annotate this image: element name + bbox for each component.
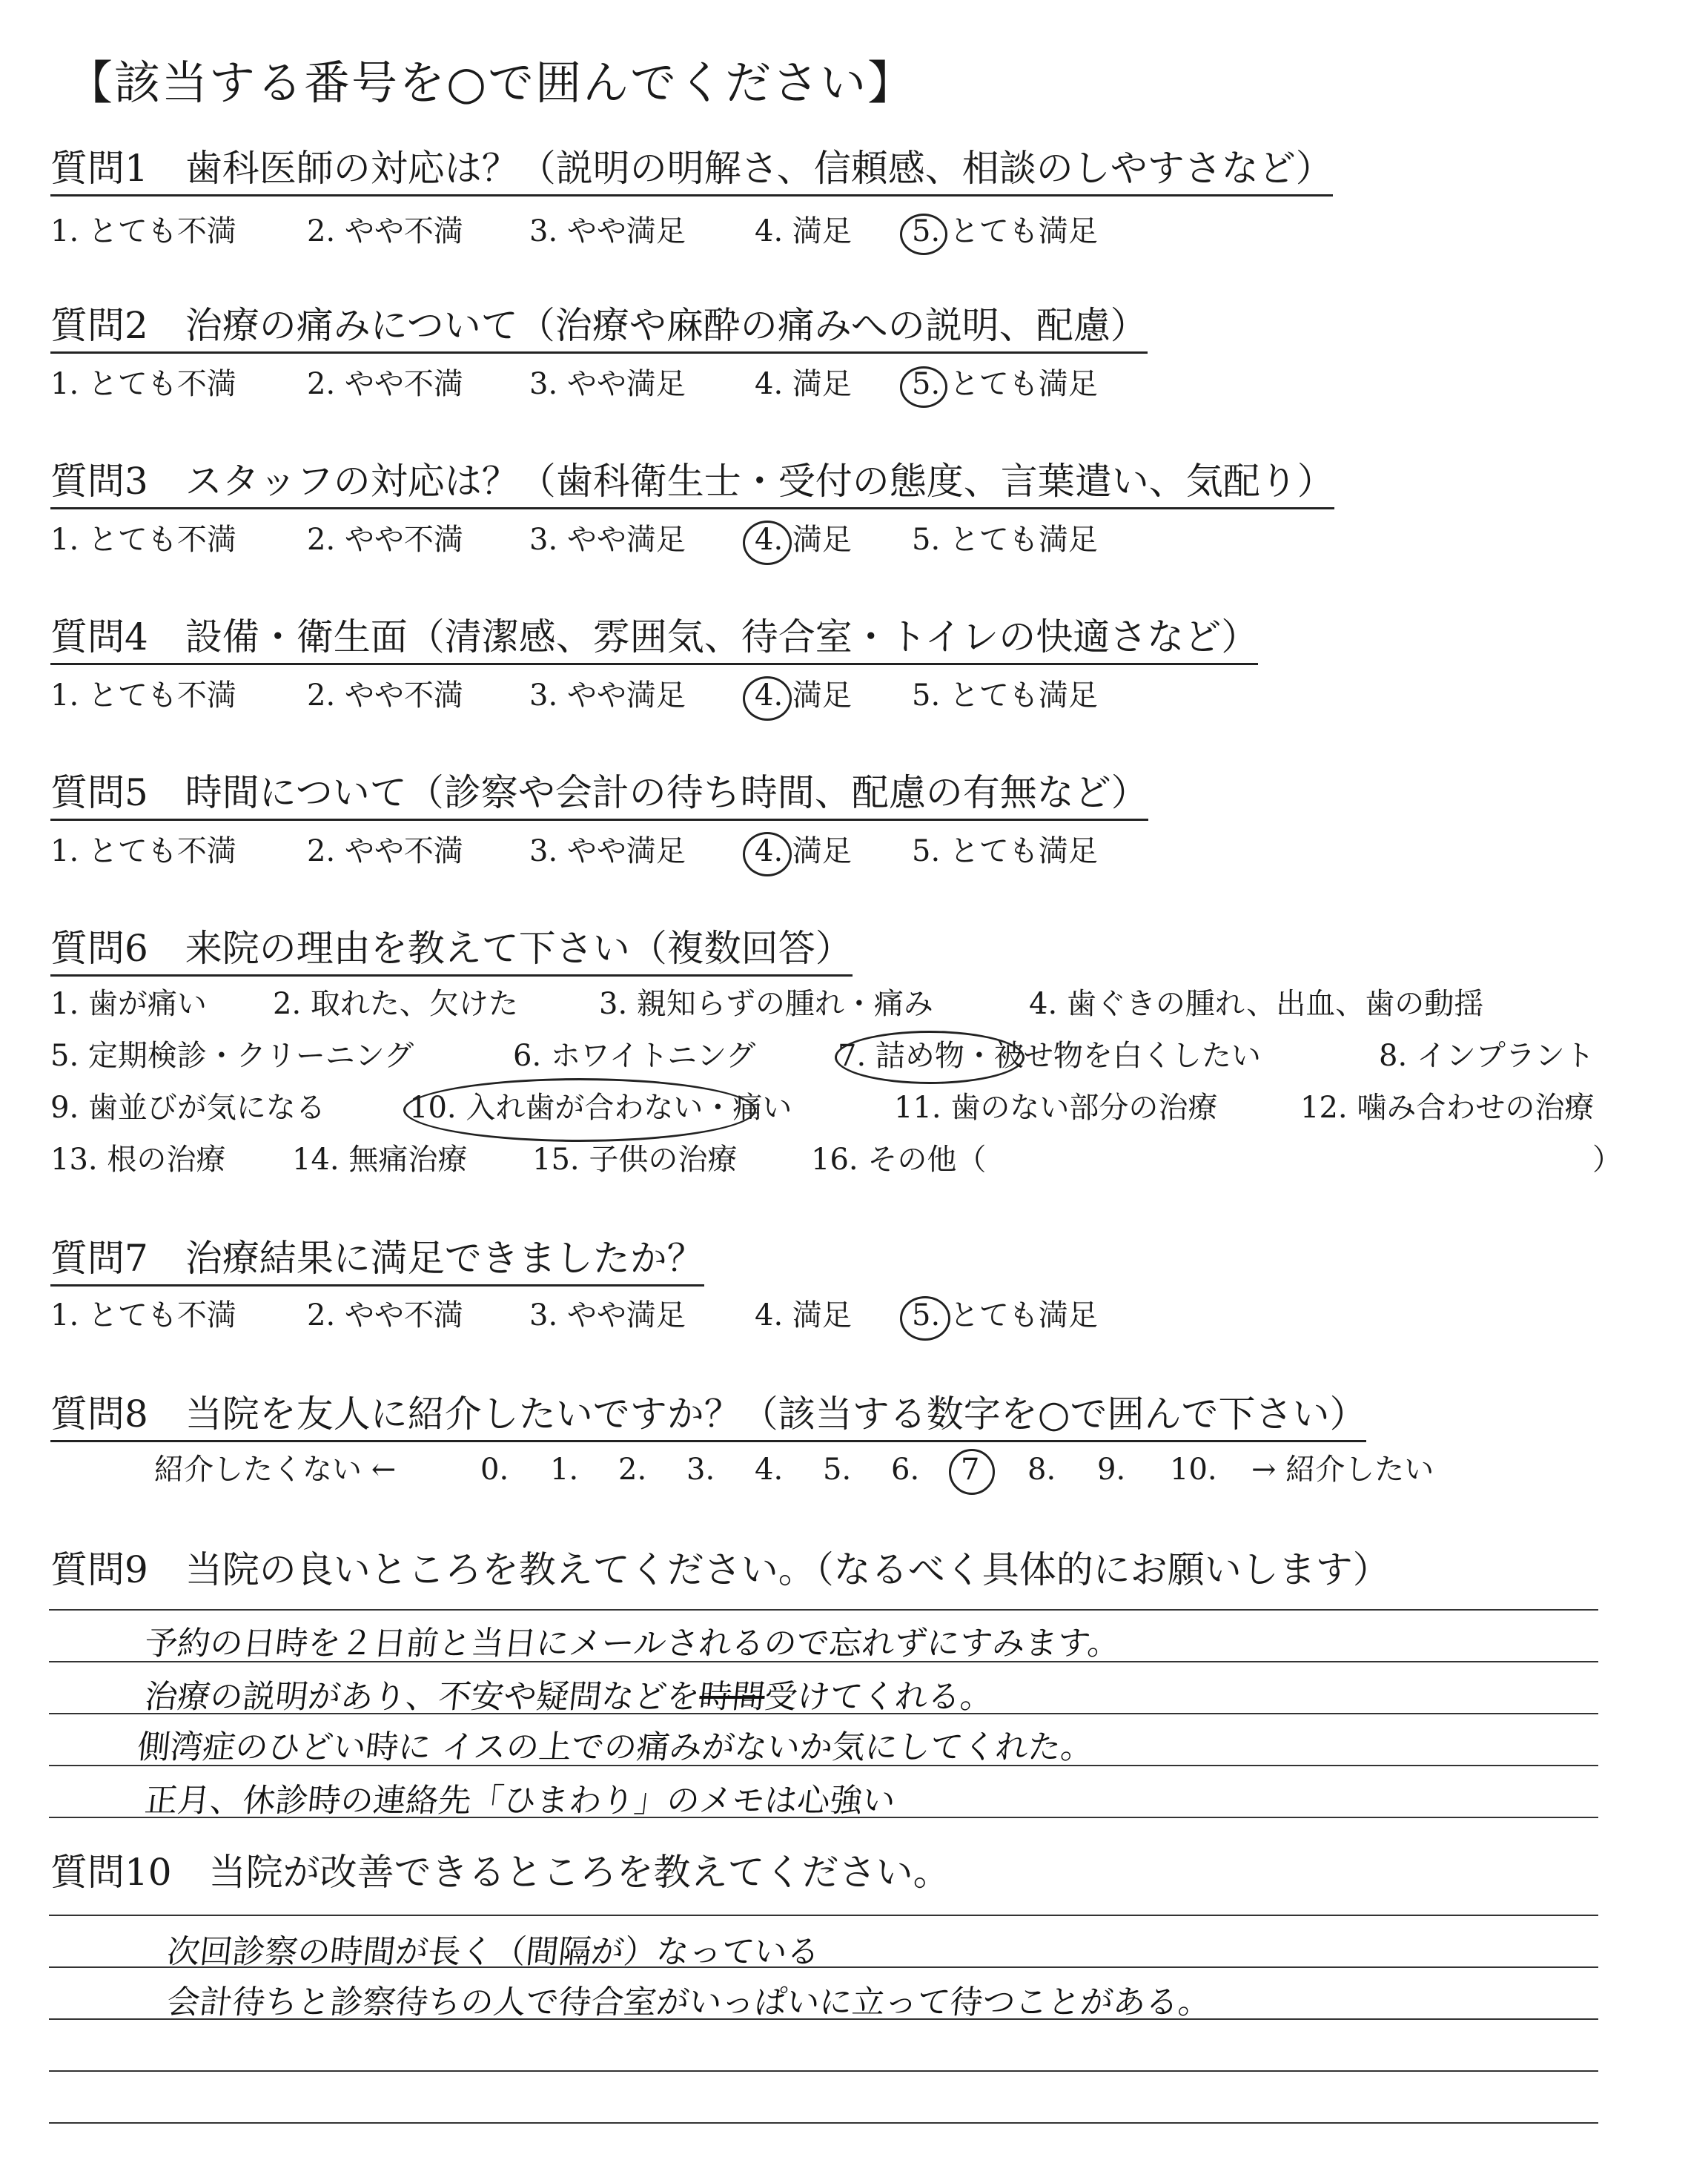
q7-option-2[interactable]: 2. やや不満	[307, 1298, 463, 1332]
q8-number-7[interactable]: 7	[961, 1453, 980, 1487]
q1-option-2[interactable]: 2. やや不満	[307, 214, 463, 248]
q6-option-11[interactable]: 11. 歯のない部分の治療	[894, 1091, 1218, 1125]
q7-option-1[interactable]: 1. とても不満	[50, 1298, 236, 1332]
q2-option-3[interactable]: 3. やや満足	[529, 367, 686, 401]
q6-option-8[interactable]: 8. インプラント	[1379, 1039, 1595, 1073]
q6-option-4[interactable]: 4. 歯ぐきの腫れ、出血、歯の動揺	[1029, 987, 1484, 1021]
q7-option-3[interactable]: 3. やや満足	[529, 1298, 686, 1332]
q8-number-0[interactable]: 0.	[480, 1453, 509, 1487]
q2-option-4[interactable]: 4. 満足	[755, 367, 852, 401]
q6-heading: 質問6 来院の理由を教えて下さい（複数回答）	[50, 927, 853, 977]
q3-option-3[interactable]: 3. やや満足	[529, 523, 686, 557]
q9-answer-2a: 治療の説明があり、不安や疑問などを	[142, 1678, 702, 1716]
q6-option-1[interactable]: 1. 歯が痛い	[50, 987, 207, 1021]
q4-option-5[interactable]: 5. とても満足	[912, 678, 1098, 713]
q8-number-8[interactable]: 8.	[1027, 1453, 1056, 1487]
q6-option-5[interactable]: 5. 定期検診・クリーニング	[50, 1039, 414, 1073]
q6-option-6[interactable]: 6. ホワイトニング	[513, 1039, 756, 1073]
q4-option-1[interactable]: 1. とても不満	[50, 678, 236, 713]
q8-number-4[interactable]: 4.	[755, 1453, 784, 1487]
q1-option-5[interactable]: 5. とても満足	[912, 214, 1098, 248]
q6-option-15[interactable]: 15. 子供の治療	[532, 1143, 738, 1177]
q8-number-3[interactable]: 3.	[686, 1453, 715, 1487]
q4-option-2[interactable]: 2. やや不満	[307, 678, 463, 713]
q1-option-1[interactable]: 1. とても不満	[50, 214, 236, 248]
q9-answer-3: 側湾症のひどい時に イスの上での痛みがないか気にしてくれた。	[135, 1728, 1096, 1766]
q8-right-label: → 紹介したい	[1251, 1453, 1434, 1487]
q6-option-9[interactable]: 9. 歯並びが気になる	[50, 1091, 325, 1125]
q8-number-6[interactable]: 6.	[891, 1453, 920, 1487]
q9-answer-line-1	[49, 1609, 1598, 1611]
q9-answer-2b: 受けてくれる。	[762, 1678, 996, 1716]
q9-answer-1: 予約の日時を２日前と当日にメールされるので忘れずにすみます。	[142, 1625, 1122, 1662]
q10-answer-2: 会計待ちと診察待ちの人で待合室がいっぱいに立って待つことがある。	[165, 1984, 1214, 2021]
q10-answer-line-5	[49, 2122, 1598, 2124]
page-title: 【該当する番号を○で囲んでください】	[67, 56, 916, 110]
q4-option-4[interactable]: 4. 満足	[755, 678, 852, 713]
q5-option-4[interactable]: 4. 満足	[755, 834, 852, 868]
q5-heading: 質問5 時間について（診察や会計の待ち時間、配慮の有無など）	[50, 771, 1148, 821]
q6-option-16[interactable]: 16. その他（	[811, 1143, 987, 1177]
q3-heading: 質問3 スタッフの対応は？（歯科衛生士・受付の態度、言葉遣い、気配り）	[50, 460, 1334, 509]
q10-answer-1: 次回診察の時間が長く（間隔が）なっている	[165, 1933, 822, 1971]
q6-option-2[interactable]: 2. 取れた、欠けた	[273, 987, 518, 1021]
q2-heading: 質問2 治療の痛みについて（治療や麻酔の痛みへの説明、配慮）	[50, 304, 1148, 354]
q3-option-5[interactable]: 5. とても満足	[912, 523, 1098, 557]
q8-left-label: 紹介したくない ←	[154, 1453, 397, 1487]
q6-option-3[interactable]: 3. 親知らずの腫れ・痛み	[599, 987, 933, 1021]
q6-option-14[interactable]: 14. 無痛治療	[292, 1143, 468, 1177]
q7-option-5[interactable]: 5. とても満足	[912, 1298, 1098, 1332]
q10-answer-line-1	[49, 1915, 1598, 1916]
q9-answer-4: 正月、休診時の連絡先「ひまわり」のメモは心強い	[142, 1782, 898, 1820]
q5-option-2[interactable]: 2. やや不満	[307, 834, 463, 868]
q3-option-4[interactable]: 4. 満足	[755, 523, 852, 557]
q9-answer-2	[143, 1670, 996, 1717]
q8-heading: 質問8 当院を友人に紹介したいですか？（該当する数字を○で囲んで下さい）	[50, 1393, 1366, 1442]
q6-option-12[interactable]: 12. 噛み合わせの治療	[1300, 1091, 1595, 1125]
q2-option-1[interactable]: 1. とても不満	[50, 367, 236, 401]
q1-option-4[interactable]: 4. 満足	[755, 214, 852, 248]
q6-option-10[interactable]: 10. 入れ歯が合わない・痛い	[409, 1091, 792, 1125]
q8-number-10[interactable]: 10.	[1170, 1453, 1217, 1487]
q5-option-5[interactable]: 5. とても満足	[912, 834, 1098, 868]
q4-option-3[interactable]: 3. やや満足	[529, 678, 686, 713]
q4-heading: 質問4 設備・衛生面（清潔感、雰囲気、待合室・トイレの快適さなど）	[50, 615, 1258, 665]
q8-number-1[interactable]: 1.	[550, 1453, 579, 1487]
q8-number-5[interactable]: 5.	[823, 1453, 852, 1487]
q6-other-close-paren: ）	[1592, 1143, 1622, 1177]
q9-answer-2-struck: 時間	[697, 1678, 767, 1716]
q6-option-7[interactable]: 7. 詰め物・被せ物を白くしたい	[838, 1039, 1261, 1073]
q3-option-2[interactable]: 2. やや不満	[307, 523, 463, 557]
q8-number-9[interactable]: 9.	[1097, 1453, 1126, 1487]
q2-option-5[interactable]: 5. とても満足	[912, 367, 1098, 401]
q5-option-3[interactable]: 3. やや満足	[529, 834, 686, 868]
q1-option-3[interactable]: 3. やや満足	[529, 214, 686, 248]
q6-option-13[interactable]: 13. 根の治療	[50, 1143, 226, 1177]
q8-number-2[interactable]: 2.	[618, 1453, 647, 1487]
q1-heading: 質問1 歯科医師の対応は？（説明の明解さ、信頼感、相談のしやすさなど）	[50, 147, 1333, 196]
q10-answer-line-4	[49, 2070, 1598, 2072]
q5-option-1[interactable]: 1. とても不満	[50, 834, 236, 868]
q9-heading: 質問9 当院の良いところを教えてください。（なるべく具体的にお願いします）	[50, 1548, 1390, 1591]
q3-option-1[interactable]: 1. とても不満	[50, 523, 236, 557]
q10-heading: 質問10 当院が改善できるところを教えてください。	[50, 1851, 950, 1894]
q7-option-4[interactable]: 4. 満足	[755, 1298, 852, 1332]
q2-option-2[interactable]: 2. やや不満	[307, 367, 463, 401]
q7-heading: 質問7 治療結果に満足できましたか？	[50, 1237, 704, 1287]
